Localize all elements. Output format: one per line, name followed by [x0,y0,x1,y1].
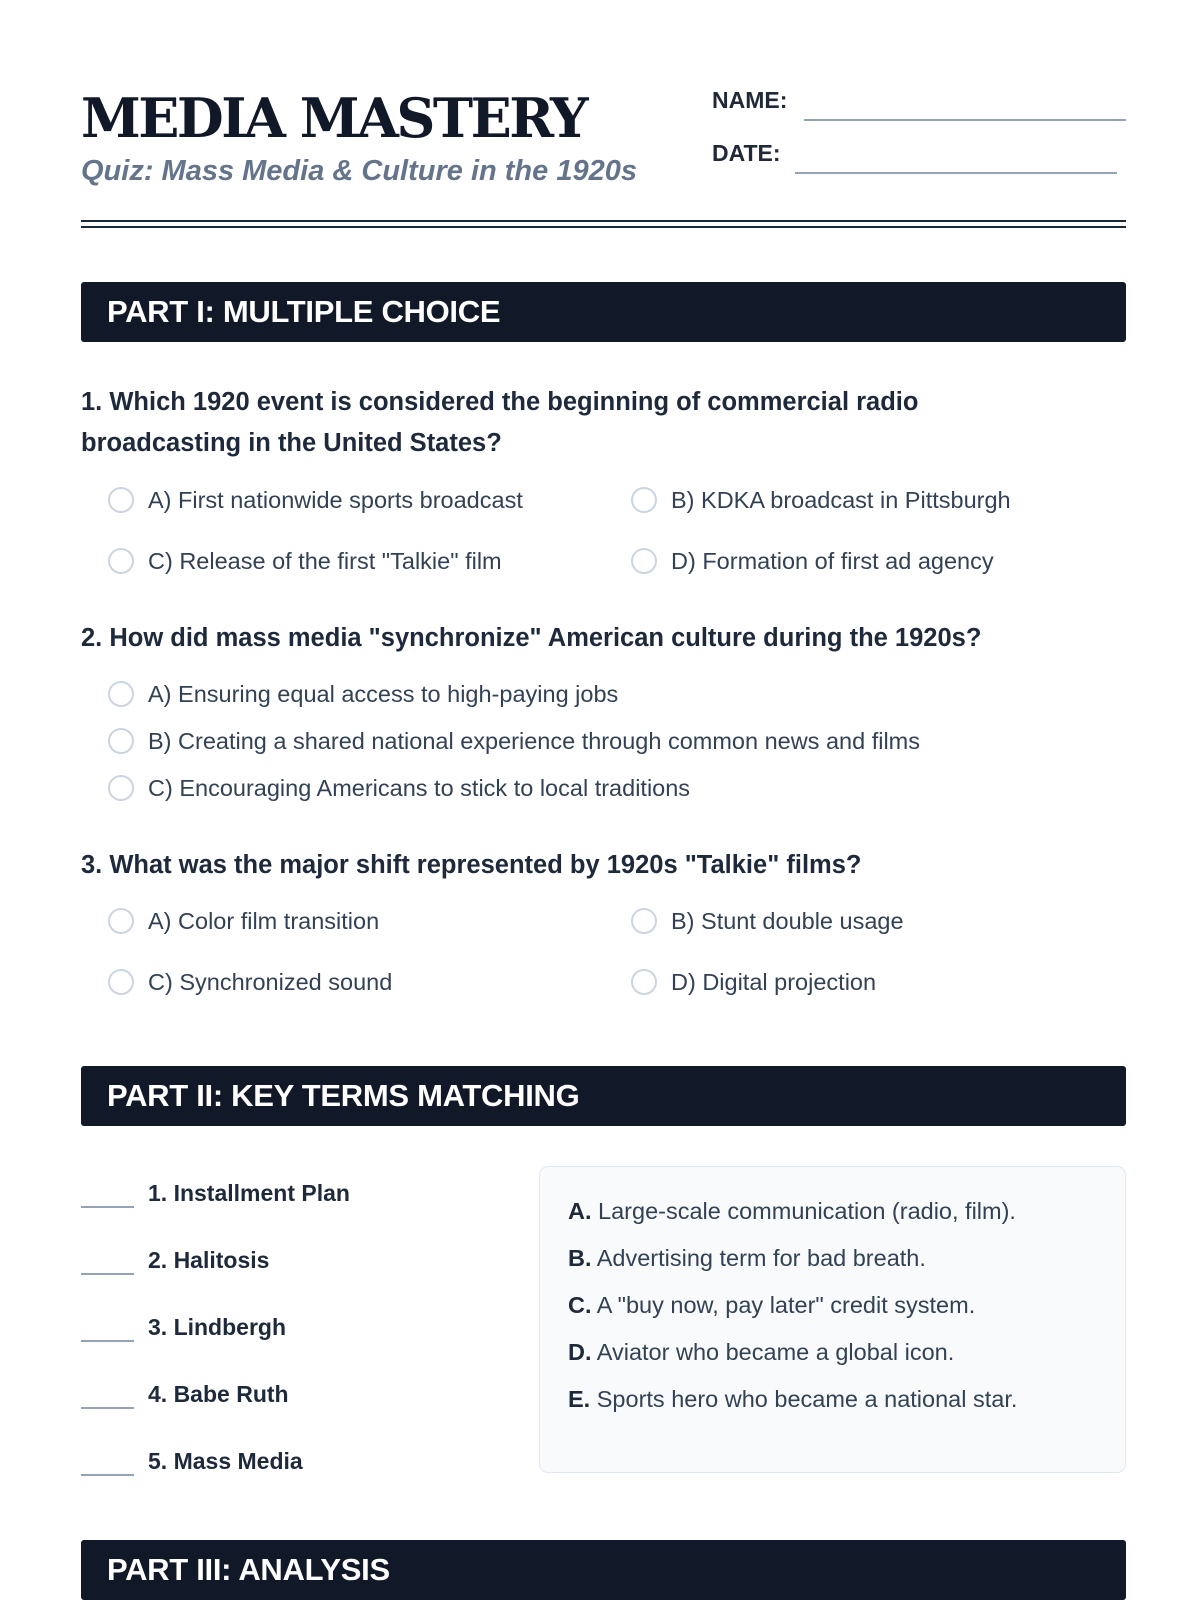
definition-text: Sports hero who became a national star. [596,1386,1018,1412]
question-1-line-1: 1. Which 1920 event is considered the beginning of commercial radio [81,388,919,416]
radio-icon[interactable] [631,487,657,513]
definition-a [568,1196,1016,1226]
name-line[interactable] [804,119,1126,121]
part3-heading-bar [81,1540,1126,1600]
q3-option-a[interactable] [108,906,379,936]
radio-icon[interactable] [108,969,134,995]
q3-option-d-label: D) Digital projection [671,969,877,995]
question-2: 2. How did mass media "synchronize" American culture during the 1920s? [81,624,982,652]
part2-heading-bar [81,1066,1126,1126]
date-label: DATE: [712,140,781,166]
matching-term-4 [81,1373,481,1413]
q1-option-d-label: D) Formation of first ad agency [671,548,994,574]
q1-option-c[interactable] [108,546,502,576]
part2-heading: PART II: KEY TERMS MATCHING [107,1078,580,1113]
definition-letter: D. [568,1339,592,1365]
answer-blank[interactable] [81,1206,134,1208]
q2-option-b[interactable] [108,726,920,756]
definition-c [568,1290,975,1320]
radio-icon[interactable] [631,548,657,574]
term-label: 5. Mass Media [148,1448,303,1474]
q3-option-b[interactable] [631,906,904,936]
definition-text: A "buy now, pay later" credit system. [596,1292,976,1318]
radio-icon[interactable] [108,908,134,934]
definition-e [568,1384,1017,1414]
q1-option-b-label: B) KDKA broadcast in Pittsburgh [671,487,1011,513]
radio-icon[interactable] [108,728,134,754]
q1-option-b[interactable] [631,485,1011,515]
definition-d [568,1337,954,1367]
q2-option-a[interactable] [108,679,618,709]
date-line[interactable] [795,172,1117,174]
question-3: 3. What was the major shift represented by 1920s "Talkie" films? [81,851,862,879]
matching-term-3 [81,1306,481,1346]
q2-option-a-label: A) Ensuring equal access to high-paying jobs [148,681,619,707]
answer-blank[interactable] [81,1474,134,1476]
definition-letter: E. [568,1386,591,1412]
radio-icon[interactable] [631,969,657,995]
q3-option-c-label: C) Synchronized sound [148,969,393,995]
radio-icon[interactable] [108,487,134,513]
answer-blank[interactable] [81,1273,134,1275]
q2-option-b-label: B) Creating a shared national experience through common news and films [148,728,921,754]
quiz-subtitle: Quiz: Mass Media & Culture in the 1920s [81,155,637,187]
definition-b [568,1243,926,1273]
definition-text: Aviator who became a global icon. [596,1339,955,1365]
matching-term-5 [81,1440,481,1480]
term-label: 2. Halitosis [148,1247,270,1273]
definition-letter: A. [568,1198,592,1224]
quiz-header [81,85,1126,195]
q1-option-a[interactable] [108,485,523,515]
q2-option-c[interactable] [108,773,690,803]
radio-icon[interactable] [631,908,657,934]
definition-text: Advertising term for bad breath. [596,1245,926,1271]
term-label: 4. Babe Ruth [148,1381,289,1407]
definition-letter: B. [568,1245,592,1271]
q3-option-d[interactable] [631,967,876,997]
radio-icon[interactable] [108,681,134,707]
quiz-title: MEDIA MASTERY [81,86,586,150]
q1-option-a-label: A) First nationwide sports broadcast [148,487,523,513]
radio-icon[interactable] [108,548,134,574]
matching-term-2 [81,1239,481,1279]
answer-blank[interactable] [81,1407,134,1409]
part1-heading-bar [81,282,1126,342]
q3-option-c[interactable] [108,967,392,997]
q3-option-b-label: B) Stunt double usage [671,908,904,934]
question-1-line-2: broadcasting in the United States? [81,429,502,457]
matching-term-1 [81,1172,481,1212]
term-label: 1. Installment Plan [148,1180,350,1206]
definitions-box [539,1166,1126,1473]
part1-heading: PART I: MULTIPLE CHOICE [107,294,501,329]
part3-heading: PART III: ANALYSIS [107,1552,390,1587]
q1-option-d[interactable] [631,546,994,576]
answer-blank[interactable] [81,1340,134,1342]
definition-letter: C. [568,1292,592,1318]
quiz-page [81,0,1126,1600]
header-divider-bottom [81,226,1126,228]
q3-option-a-label: A) Color film transition [148,908,380,934]
q1-option-c-label: C) Release of the first "Talkie" film [148,548,502,574]
term-label: 3. Lindbergh [148,1314,286,1340]
question-1 [81,382,1126,464]
q2-option-c-label: C) Encouraging Americans to stick to local traditions [148,775,691,801]
header-divider-top [81,220,1126,222]
definition-text: Large-scale communication (radio, film). [598,1198,1016,1224]
name-label: NAME: [712,87,788,113]
radio-icon[interactable] [108,775,134,801]
